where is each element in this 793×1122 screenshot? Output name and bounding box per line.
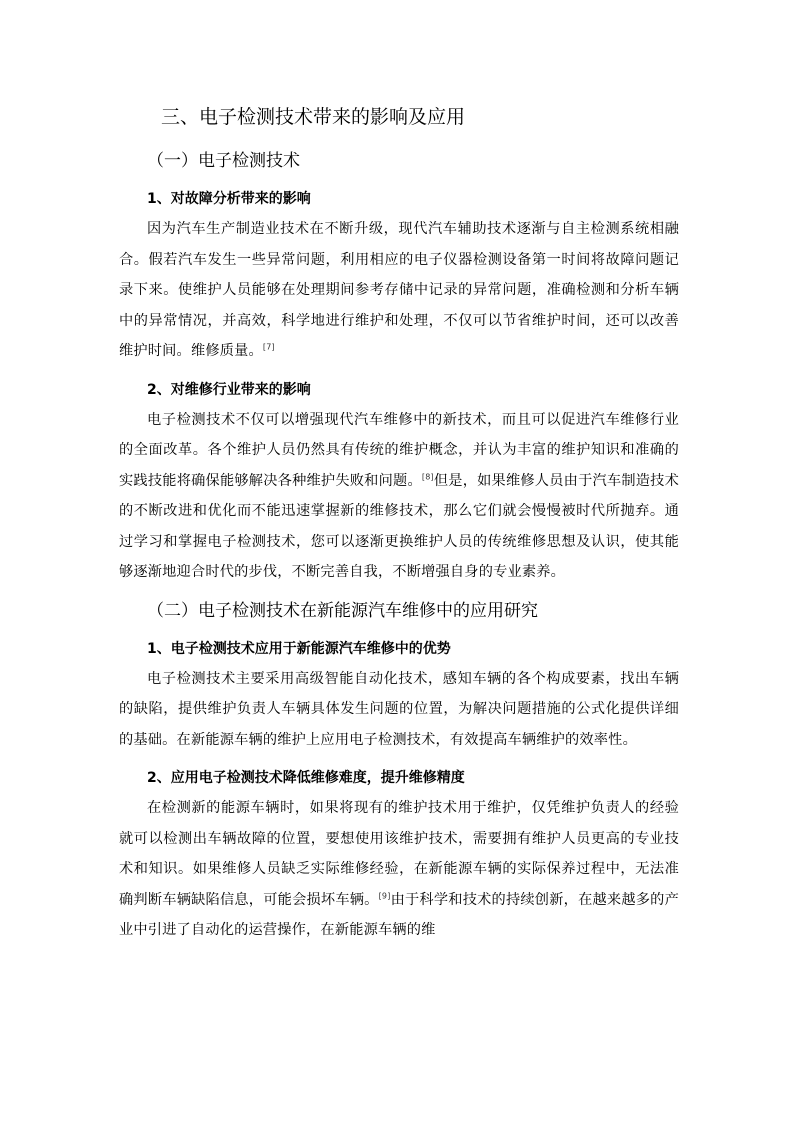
citation-mark: [9] — [378, 890, 391, 900]
item-heading-1-1: 1、对故障分析带来的影响 — [147, 191, 311, 207]
paragraph-1-1 — [119, 214, 679, 367]
paragraph-text: 在检测新的能源车辆时，如果将现有的维护技术用于维护，仅凭维护负责人的经验就可以检测出车辆故障的位置，要想使用该维护技术，需要拥有维护人员更高的专业技术和知识。如果维修人员缺乏实际维修经验，在新能源车辆的实际保养过程中，无法准确判断车辆缺陷信息，可能会损坏车辆。 — [119, 800, 679, 908]
citation-mark: [8] — [421, 471, 434, 481]
section-heading: 三、电子检测技术带来的影响及应用 — [161, 106, 466, 128]
citation-mark: [7] — [262, 342, 275, 352]
item-heading-2-1: 1、电子检测技术应用于新能源汽车维修中的优势 — [147, 640, 451, 657]
paragraph-2-2 — [119, 793, 679, 946]
item-heading-1-2: 2、对维修行业带来的影响 — [147, 381, 311, 398]
paragraph-text: 因为汽车生产制造业技术在不断升级，现代汽车辅助技术逐渐与自主检测系统相融合。假若汽车发生一些异常问题，利用相应的电子仪器检测设备第一时间将故障问题记录下来。使维护人员能够在处理期间参考存储中记录的异常问题，准确检测和分析车辆中的异常情况，并高效，科学地进行维护和处理，不仅可以节省维护时间，还可以改善维护时间。维修质量。 — [119, 221, 679, 359]
paragraph-text: 电子检测技术不仅可以增强现代汽车维修中的新技术，而且可以促进汽车维修行业的全面改革。各个维护人员仍然具有传统的维护概念，并认为丰富的维护知识和准确的实践技能将确保能够解决各种维护失败和问题。 — [119, 411, 679, 489]
paragraph-1-2 — [119, 405, 679, 588]
item-heading-2-2: 2、应用电子检测技术降低维修难度，提升维修精度 — [147, 770, 465, 786]
paragraph-text: 但是，如果维修人员由于汽车制造技术的不断改进和优化而不能迅速掌握新的维修技术，那么它们就会慢慢被时代所抛弃。通过学习和掌握电子检测技术，您可以逐渐更换维护人员的传统维修思想及认识，使其能够逐渐地迎合时代的步伐，不断完善自我，不断增强自身的专业素养。 — [119, 472, 679, 580]
paragraph-text: 由于科学和技术的持续创新，在越来越多的产业中引进了自动化的运营操作，在新能源车辆的维 — [119, 891, 679, 938]
paragraph-2-1 — [119, 664, 679, 756]
document-body — [119, 102, 679, 946]
subsection-heading-2: （二）电子检测技术在新能源汽车维修中的应用研究 — [147, 600, 538, 621]
subsection-heading-1: （一）电子检测技术 — [147, 151, 300, 171]
paragraph-text: 电子检测技术主要采用高级智能自动化技术，感知车辆的各个构成要素，找出车辆的缺陷，提供维护负责人车辆具体发生问题的位置，为解决问题措施的公式化提供详细的基础。在新能源车辆的维护上应用电子检测技术，有效提高车辆维护的效率性。 — [119, 670, 679, 748]
